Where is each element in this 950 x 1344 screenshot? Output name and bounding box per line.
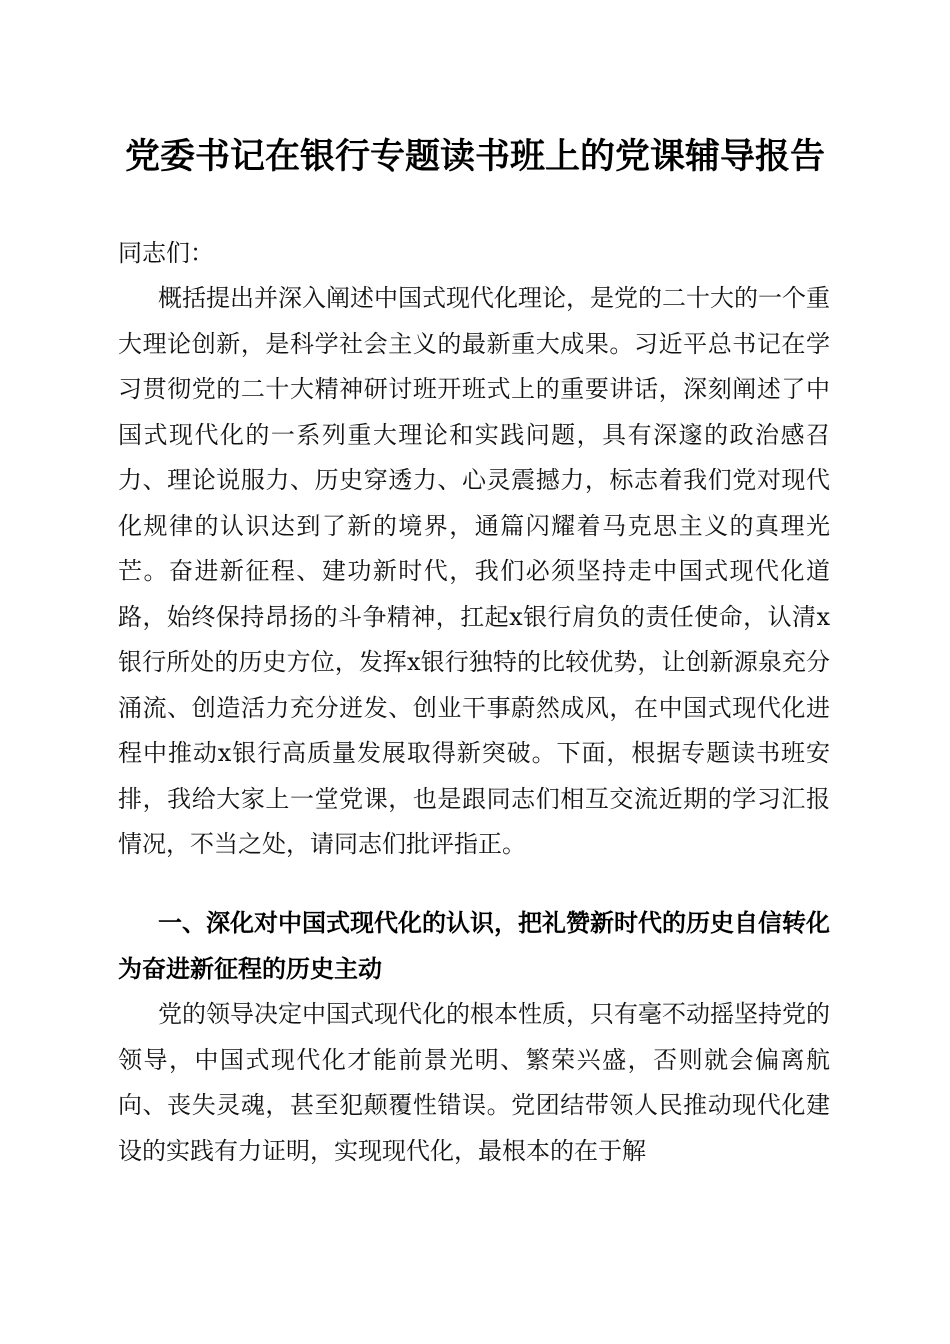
paragraph-intro: 概括提出并深入阐述中国式现代化理论，是党的二十大的一个重大理论创新，是科学社会主义的最新重大成果。习近平总书记在学习贯彻党的二十大精神研讨班开班式上的重要讲话，深刻阐述了中国式现代化的一系列重大理论和实践问题，具有深邃的政治感召力、理论说服力、历史穿透力、心灵震撼力，标志着我们党对现代化规律的认识达到了新的境界，通篇闪耀着马克思主义的真理光芒。奋进新征程、建功新时代，我们必须坚持走中国式现代化道路，始终保持昂扬的斗争精神，扛起x银行肩负的责任使命，认清x银行所处的历史方位，发挥x银行独特的比较优势，让创新源泉充分涌流、创造活力充分迸发、创业干事蔚然成风，在中国式现代化进程中推动x银行高质量发展取得新突破。下面，根据专题读书班安排，我给大家上一堂党课，也是跟同志们相互交流近期的学习汇报情况，不当之处，请同志们批评指正。 xyxy=(118,284,830,858)
section-heading-1: 一、深化对中国式现代化的认识，把礼赞新时代的历史自信转化为奋进新征程的历史主动 xyxy=(118,909,830,983)
document-title: 党委书记在银行专题读书班上的党课辅导报告 xyxy=(124,136,825,177)
salutation: 同志们： xyxy=(118,239,214,267)
paragraph-section-1: 党的领导决定中国式现代化的根本性质，只有毫不动摇坚持党的领导，中国式现代化才能前景光明、繁荣兴盛，否则就会偏离航向、丧失灵魂，甚至犯颠覆性错误。党团结带领人民推动现代化建设的实践有力证明，实现现代化，最根本的在于解 xyxy=(118,1000,830,1165)
